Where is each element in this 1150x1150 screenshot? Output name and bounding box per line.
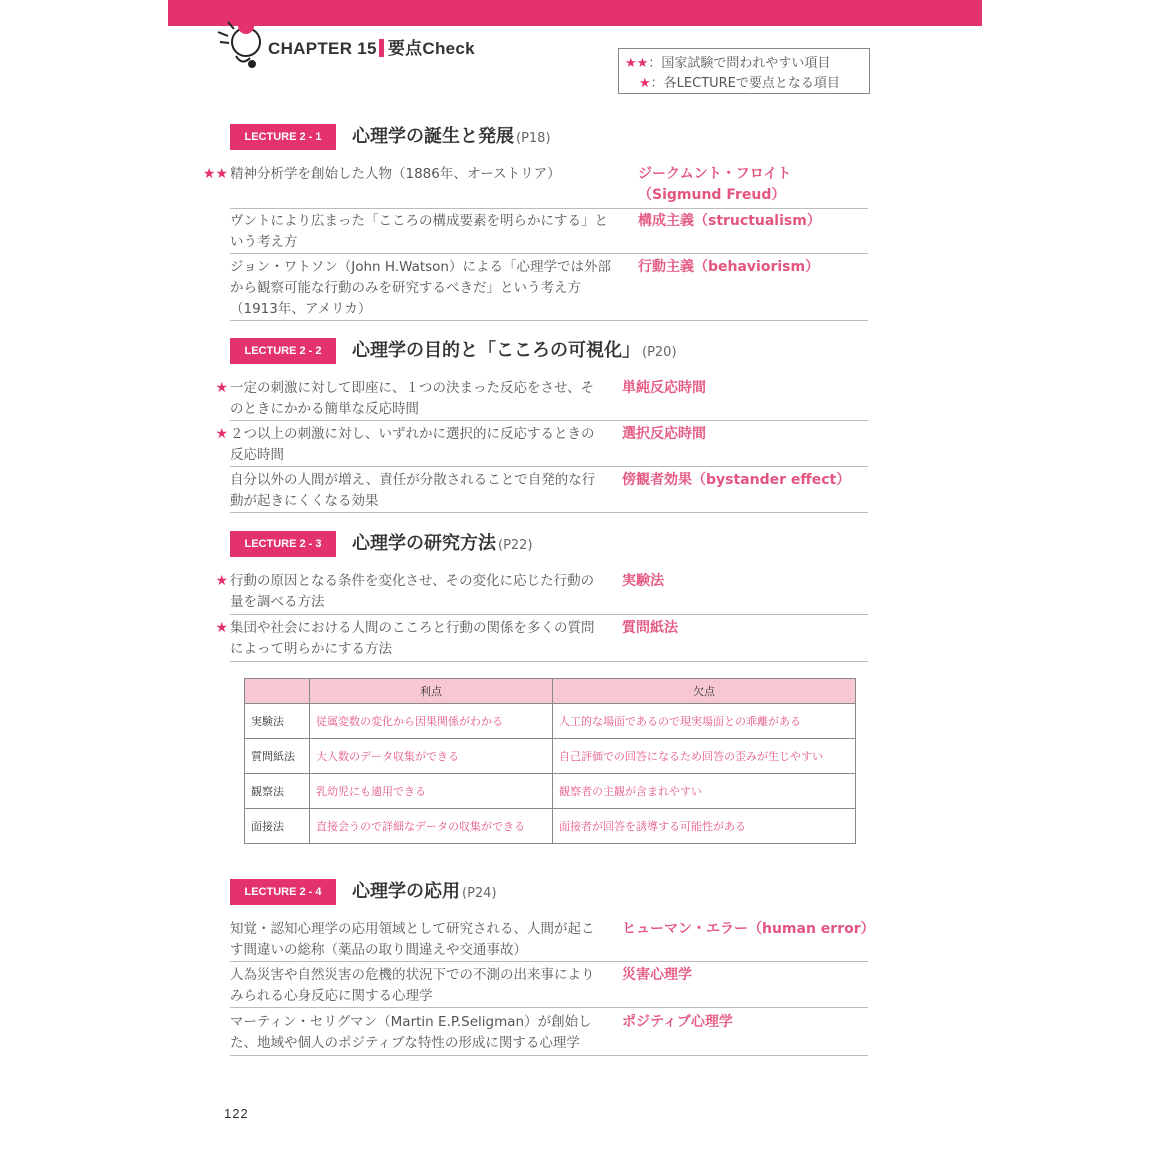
lecture-page-ref: (P20) <box>642 345 677 360</box>
lecture-badge: LECTURE 2 - 2 <box>230 338 336 364</box>
top-color-bar <box>168 0 982 26</box>
table-merit-cell: 直接会うので詳細なデータの収集ができる <box>310 809 553 844</box>
table-header-cell <box>245 679 310 704</box>
table-row <box>245 774 856 809</box>
question-text: ヴントにより広まった「こころの構成要素を明らかにする」という考え方 <box>230 213 608 250</box>
legend-one-star-text: ：各LECTUREで要点となる項目 <box>650 76 840 91</box>
lecture-title: 心理学の応用 <box>352 881 460 902</box>
question-text: 自分以外の人間が増え、責任が分散されることで自発的な行動が起きにくくなる効果 <box>230 472 596 509</box>
table-method-cell: 面接法 <box>245 809 310 844</box>
question-text: 人為災害や自然災害の危機的状況下での不測の出来事によりみられる心身反応に関する心理学 <box>230 967 595 1004</box>
check-row <box>215 571 868 615</box>
answer-text: 傍観者効果（bystander effect） <box>622 472 851 488</box>
check-row <box>215 378 868 421</box>
research-methods-table <box>244 678 856 844</box>
table-demerit-cell: 観察者の主観が含まれやすい <box>553 774 856 809</box>
table-method-cell: 質問紙法 <box>245 739 310 774</box>
lecture-badge: LECTURE 2 - 1 <box>230 124 336 150</box>
check-row <box>230 257 868 321</box>
legend-two-star-text: ：国家試験で問われやすい項目 <box>648 56 831 71</box>
importance-stars: ★ <box>215 380 228 396</box>
check-row <box>230 211 868 254</box>
legend-two-star: ★★ <box>625 56 649 71</box>
table-row <box>245 739 856 774</box>
question-text: 行動の原因となる条件を変化させ、その変化に応じた行動の量を調べる方法 <box>230 573 595 610</box>
table-header-cell: 利点 <box>310 679 553 704</box>
table-method-cell: 観察法 <box>245 774 310 809</box>
question-text: 知覚・認知心理学の応用領域として研究される、人間が起こす間違いの総称（薬品の取り間違えや交通事故） <box>230 921 595 958</box>
importance-stars: ★ <box>215 620 228 636</box>
chapter-number: CHAPTER 15 <box>268 39 377 58</box>
table-row <box>245 704 856 739</box>
table-method-cell: 実験法 <box>245 704 310 739</box>
table-header-row <box>245 679 856 704</box>
table-demerit-cell: 自己評価での回答になるため回答の歪みが生じやすい <box>553 739 856 774</box>
mascot-icon <box>212 12 268 74</box>
check-row <box>215 424 868 467</box>
chapter-heading <box>268 34 475 59</box>
answer-text: 実験法 <box>622 573 664 589</box>
table-merit-cell: 乳幼児にも適用できる <box>310 774 553 809</box>
table-demerit-cell: 人工的な場面であるので現実場面との乖離がある <box>553 704 856 739</box>
answer-text: ポジティブ心理学 <box>622 1014 733 1030</box>
table-merit-cell: 大人数のデータ収集ができる <box>310 739 553 774</box>
heading-divider <box>379 39 384 57</box>
lecture-title: 心理学の研究方法 <box>352 533 496 554</box>
question-text: 精神分析学を創始した人物（1886年、オーストリア） <box>230 166 561 182</box>
lecture-page-ref: (P22) <box>498 538 533 553</box>
answer-text: 単純反応時間 <box>622 380 706 396</box>
question-text: 集団や社会における人間のこころと行動の関係を多くの質問によって明らかにする方法 <box>230 620 595 657</box>
lecture-title: 心理学の誕生と発展 <box>352 126 514 147</box>
answer-text: 構成主義（structualism） <box>638 213 821 229</box>
lecture-page-ref: (P18) <box>516 131 551 146</box>
chapter-title: 要点Check <box>387 39 475 58</box>
importance-stars: ★★ <box>202 166 228 182</box>
answer-text: 災害心理学 <box>622 967 692 983</box>
star-legend <box>618 48 870 94</box>
check-row <box>230 470 868 513</box>
lecture-page-ref: (P24) <box>462 886 497 901</box>
question-text: ジョン・ワトソン（John H.Watson）による「心理学では外部から観察可能な行動のみを研究するべきだ」という考え方（1913年、アメリカ） <box>230 259 611 317</box>
page-number: 122 <box>224 1106 249 1121</box>
check-row <box>202 164 868 209</box>
table-row <box>245 809 856 844</box>
check-row <box>215 618 868 662</box>
question-text: ２つ以上の刺激に対し、いずれかに選択的に反応するときの反応時間 <box>230 426 595 463</box>
answer-text: 質問紙法 <box>622 620 678 636</box>
answer-text: ヒューマン・エラー（human error） <box>622 921 875 937</box>
lecture-title: 心理学の目的と「こころの可視化」 <box>352 340 640 361</box>
question-text: マーティン・セリグマン（Martin E.P.Seligman）が創始した、地域や個人のポジティブな特性の形成に関する心理学 <box>230 1014 592 1051</box>
importance-stars: ★ <box>215 573 228 589</box>
lecture-badge: LECTURE 2 - 4 <box>230 879 336 905</box>
answer-text: 選択反応時間 <box>622 426 706 442</box>
check-row <box>230 965 868 1008</box>
check-row <box>230 919 875 962</box>
table-demerit-cell: 面接者が回答を誘導する可能性がある <box>553 809 856 844</box>
lecture-badge: LECTURE 2 - 3 <box>230 531 336 557</box>
check-row <box>230 1012 868 1056</box>
importance-stars: ★ <box>215 426 228 442</box>
table-merit-cell: 従属変数の変化から因果関係がわかる <box>310 704 553 739</box>
table-header-cell: 欠点 <box>553 679 856 704</box>
question-text: 一定の刺激に対して即座に、１つの決まった反応をさせ、そのときにかかる簡単な反応時間 <box>230 380 595 417</box>
answer-text: 行動主義（behaviorism） <box>638 259 820 275</box>
page <box>168 0 982 1150</box>
answer-text: ジークムント・フロイト（Sigmund Freud） <box>638 166 792 203</box>
legend-one-star: ★ <box>639 76 651 91</box>
